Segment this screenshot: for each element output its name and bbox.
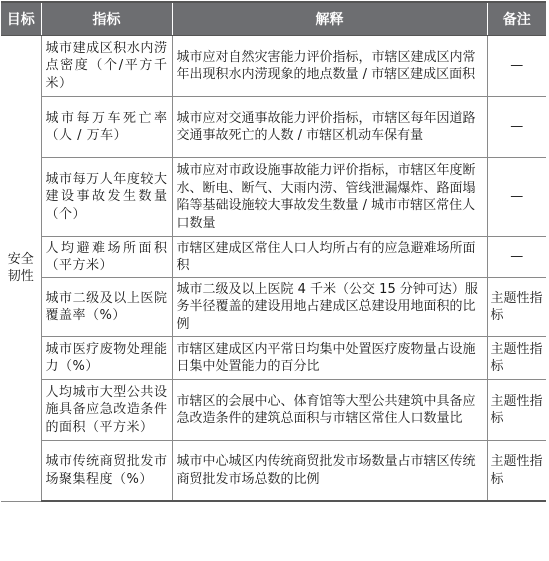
note-cell: — [487, 97, 546, 158]
header-note: 备注 [487, 2, 546, 36]
table-row [1, 237, 546, 278]
explanation-cell: 城市应对市政设施事故能力评价指标，市辖区年度断水、断电、断气、大雨内涝、管线泄漏爆炸、路面塌陷等基础设施较大事故发生数量 / 城市市辖区常住人口数量 [172, 158, 487, 237]
explanation-cell: 市辖区的会展中心、体育馆等大型公共建筑中具备应急改造条件的建筑总面积与市辖区常住人口数量比 [172, 380, 487, 441]
indicator-cell: 城市建成区积水内涝点密度（个/平方千米） [41, 36, 172, 97]
explanation-cell: 市辖区建成区内平常日均集中处置医疗废物量占设施日集中处置能力的百分比 [172, 337, 487, 380]
explanation-cell: 城市应对自然灾害能力评价指标，市辖区建成区内常年出现积水内涝现象的地点数量 / 市辖区建成区面积 [172, 36, 487, 97]
header-explanation: 解释 [172, 2, 487, 36]
indicator-cell: 人均避难场所面积（平方米） [41, 237, 172, 278]
table-row [1, 278, 546, 337]
note-cell: 主题性指标 [487, 441, 546, 502]
indicator-cell: 城市医疗废物处理能力（%） [41, 337, 172, 380]
note-cell: 主题性指标 [487, 278, 546, 337]
table-row [1, 36, 546, 97]
table-row [1, 337, 546, 380]
table-row [1, 380, 546, 441]
indicator-cell: 城市传统商贸批发市场聚集程度（%） [41, 441, 172, 502]
note-cell: — [487, 237, 546, 278]
table-row [1, 97, 546, 158]
indicator-cell: 人均城市大型公共设施具备应急改造条件的面积（平方米） [41, 380, 172, 441]
note-cell: 主题性指标 [487, 337, 546, 380]
goal-cell: 安全韧性 [1, 36, 41, 502]
explanation-cell: 市辖区建成区常住人口人均所占有的应急避难场所面积 [172, 237, 487, 278]
note-cell: — [487, 36, 546, 97]
indicator-cell: 城市每万人年度较大建设事故发生数量（个） [41, 158, 172, 237]
explanation-cell: 城市应对交通事故能力评价指标，市辖区每年因道路交通事故死亡的人数 / 市辖区机动车保有量 [172, 97, 487, 158]
explanation-cell: 城市二级及以上医院 4 千米（公交 15 分钟可达）服务半径覆盖的建设用地占建成区总建设用地面积的比例 [172, 278, 487, 337]
table-row [1, 441, 546, 502]
indicator-table [1, 1, 546, 502]
header-row [1, 2, 546, 36]
note-cell: 主题性指标 [487, 380, 546, 441]
explanation-cell: 城市中心城区内传统商贸批发市场数量占市辖区传统商贸批发市场总数的比例 [172, 441, 487, 502]
header-goal: 目标 [1, 2, 41, 36]
indicator-cell: 城市二级及以上医院覆盖率（%） [41, 278, 172, 337]
table-row [1, 158, 546, 237]
indicator-cell: 城市每万车死亡率（人 / 万车） [41, 97, 172, 158]
header-indicator: 指标 [41, 2, 172, 36]
note-cell: — [487, 158, 546, 237]
